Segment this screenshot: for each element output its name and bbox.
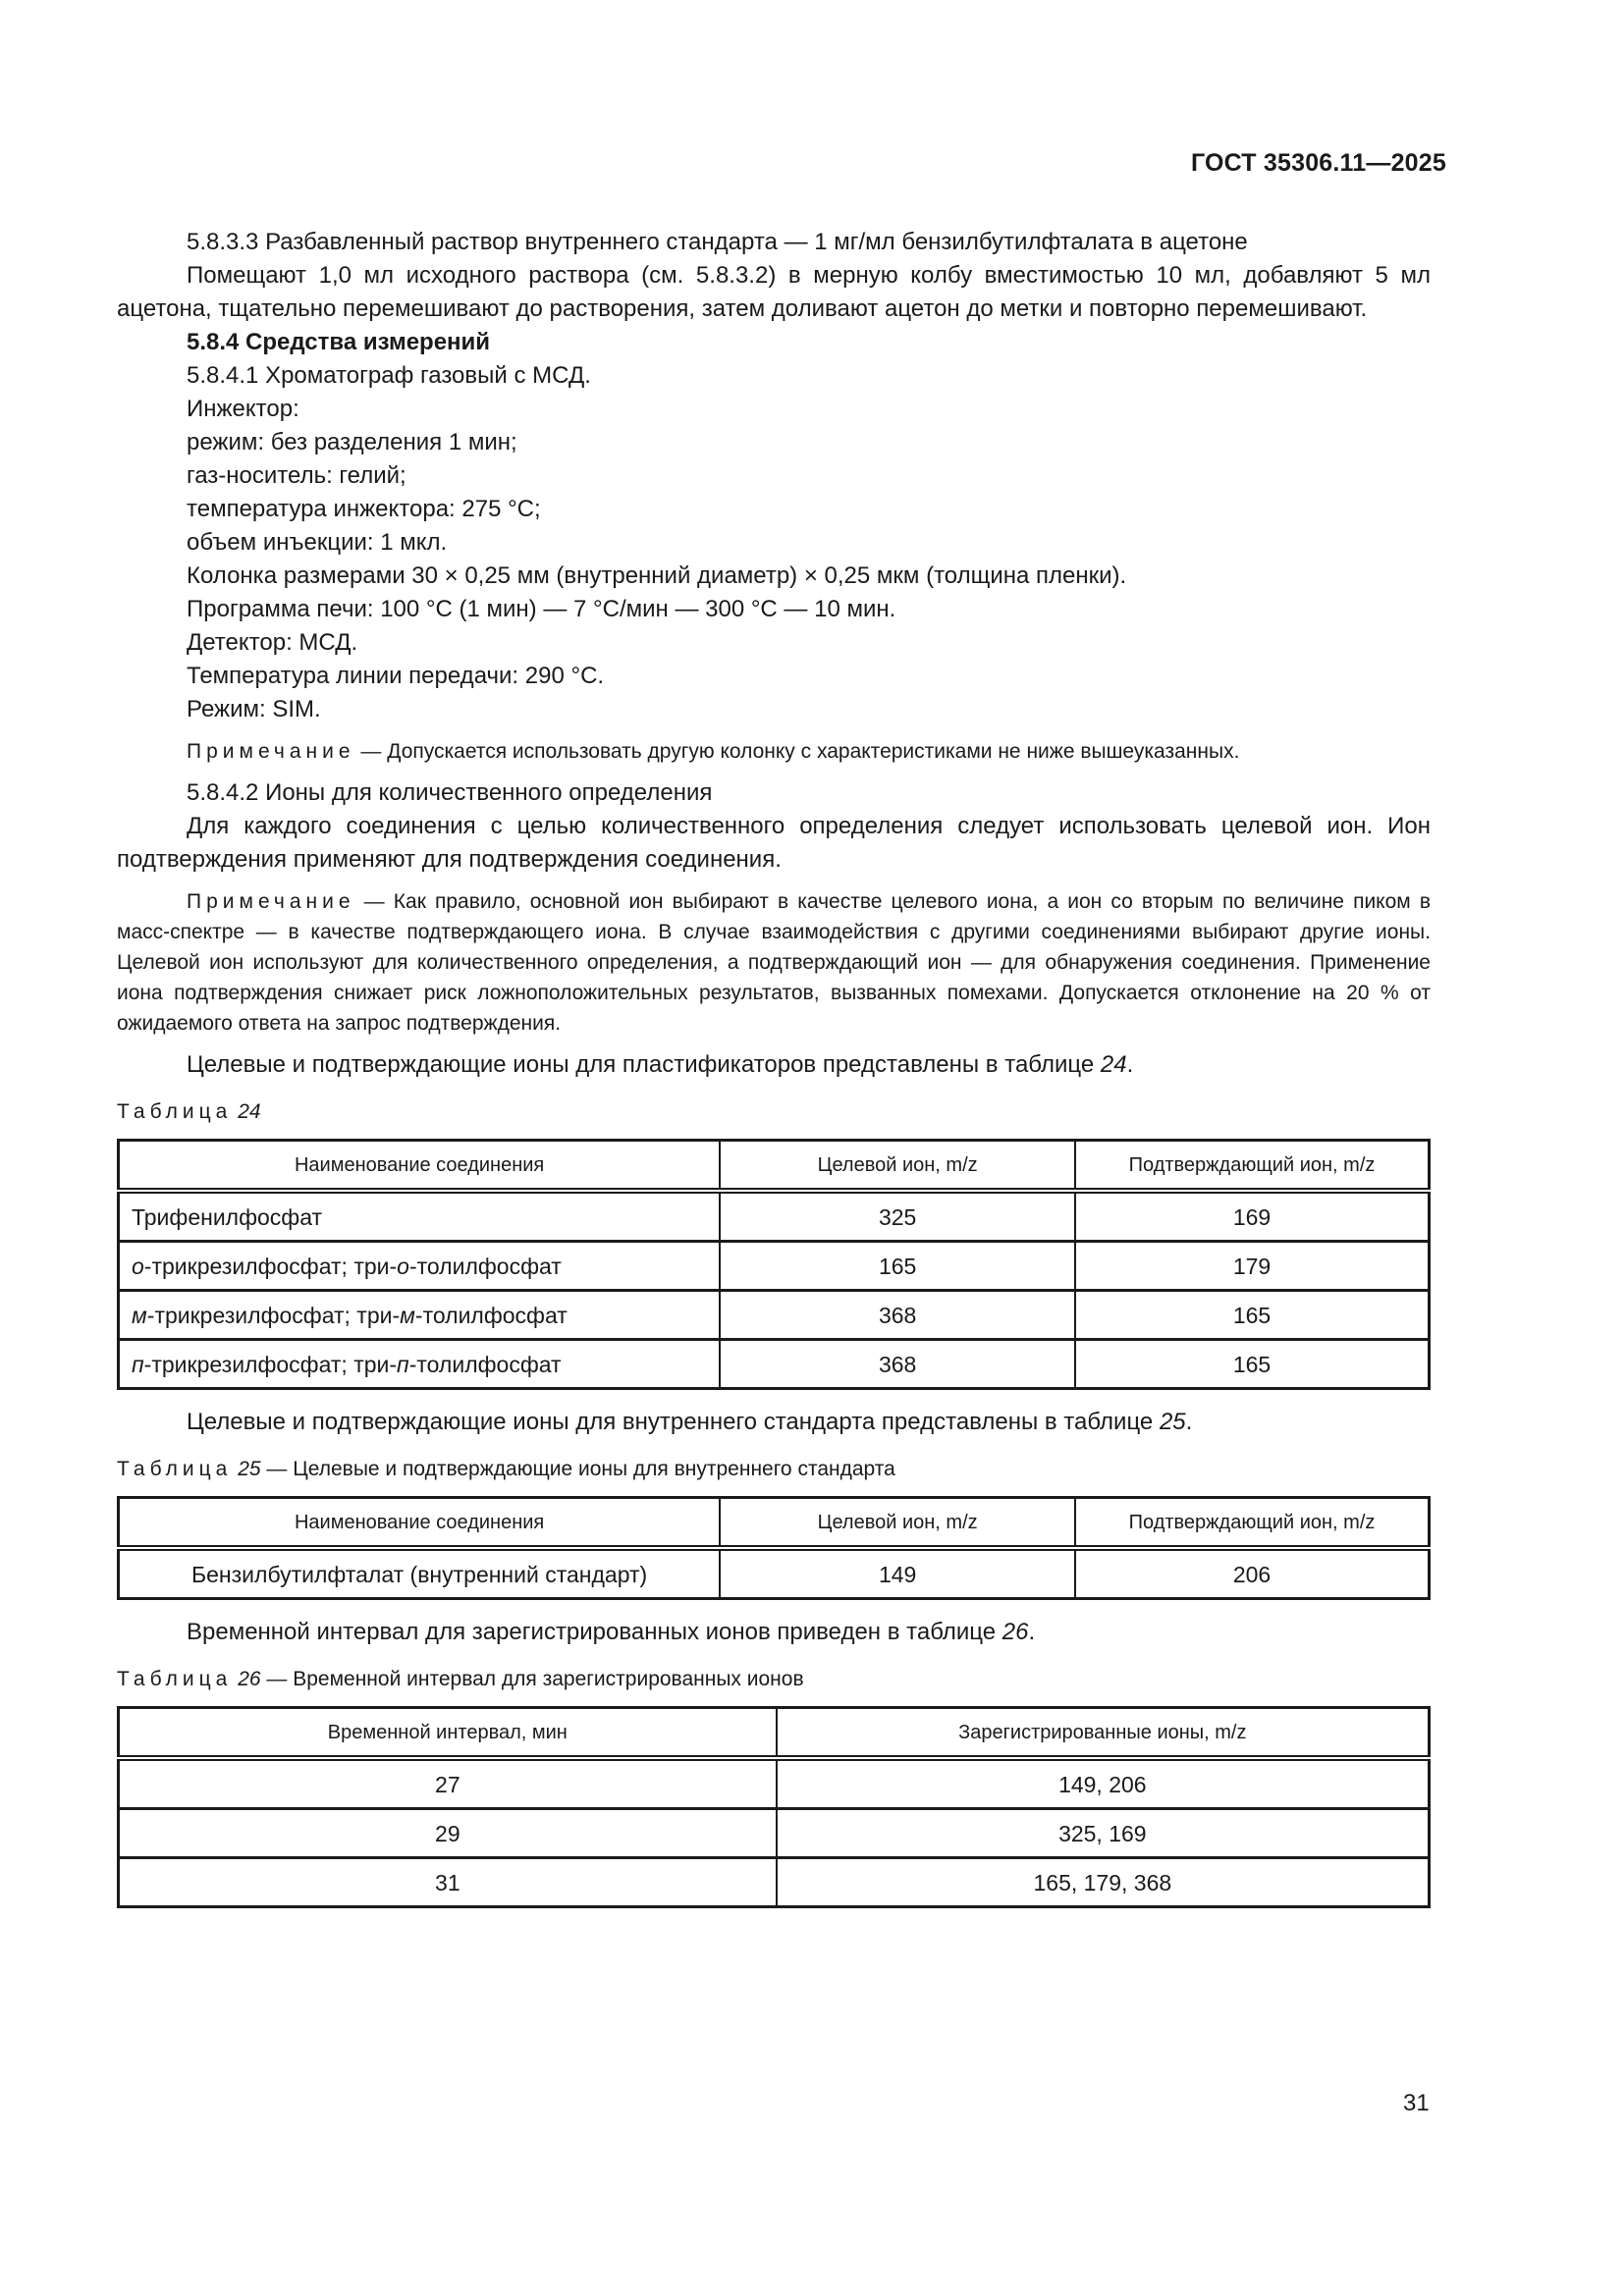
note-text: — Как правило, основной ион выбирают в качестве целевого иона, а ион со вторым по величине пиком в масс-спектре — в качестве подтверждающего иона. В случае взаимодействия с другими соединениями выбирают другие ионы. Целевой ион используют для количественного определения, а подтверждающий ион — для обнаружения соединения. Применение иона подтверждения снижает риск ложноположительных результатов, вызванных помехами. Допускается отклонение на 20 % от ожидаемого ответа на запрос подтверждения. [117, 890, 1431, 1035]
table-26-reference: Временной интервал для зарегистрированных ионов приведен в таблице 26. [187, 1619, 1036, 1645]
column-header: Наименование соединения [119, 1141, 721, 1192]
document-code: ГОСТ 35306.11—2025 [1190, 149, 1446, 177]
spec-line: газ-носитель: гелий; [187, 462, 406, 489]
table-row [119, 1809, 1430, 1858]
section-5-8-4-2-body: Для каждого соединения с целью количественного определения следует использовать целевой ион. Ион подтверждения применяют для подтверждения соединения. [117, 813, 1431, 873]
section-5-8-4-title: 5.8.4 Средства измерений [187, 329, 491, 355]
section-5-8-4-1-title: 5.8.4.1 Хроматограф газовый с МСД. [187, 362, 591, 389]
time-interval: 29 [119, 1809, 777, 1858]
confirm-ion: 165 [1075, 1340, 1429, 1389]
section-5-8-3-3-body: Помещают 1,0 мл исходного раствора (см. 5.8.3.2) в мерную колбу вместимостью 10 мл, добавляют 5 мл ацетона, тщательно перемешивают до растворения, затем доливают ацетон до метки и повторно перемешивают. [117, 262, 1431, 322]
table-25 [117, 1496, 1431, 1600]
page-number: 31 [1403, 2090, 1430, 2116]
compound-name: п-трикрезилфосфат; три-п-толилфосфат [119, 1340, 721, 1389]
target-ion: 149 [720, 1548, 1075, 1599]
time-interval: 31 [119, 1858, 777, 1907]
table-row [119, 1858, 1430, 1907]
column-header: Целевой ион, m/z [720, 1498, 1075, 1549]
target-ion: 368 [720, 1340, 1075, 1389]
column-header: Подтверждающий ион, m/z [1075, 1141, 1429, 1192]
spec-line: Колонка размерами 30 × 0,25 мм (внутренний диаметр) × 0,25 мкм (толщина пленки). [187, 562, 1127, 589]
column-header: Зарегистрированные ионы, m/z [777, 1708, 1430, 1759]
page-content [117, 226, 1431, 1908]
note-label: Примечание [187, 890, 355, 913]
note-text: — Допускается использовать другую колонку с характеристиками не ниже вышеуказанных. [354, 740, 1240, 763]
target-ion: 165 [720, 1242, 1075, 1291]
confirm-ion: 165 [1075, 1291, 1429, 1340]
table-row [119, 1242, 1430, 1291]
confirm-ion: 179 [1075, 1242, 1429, 1291]
spec-line: Детектор: МСД. [187, 629, 358, 656]
table-24-reference: Целевые и подтверждающие ионы для пластификаторов представлены в таблице 24. [187, 1051, 1134, 1078]
table-header-row [119, 1498, 1430, 1549]
table-row [119, 1340, 1430, 1389]
compound-name: Бензилбутилфталат (внутренний стандарт) [119, 1548, 721, 1599]
table-ref-number: 24 [1100, 1051, 1127, 1078]
table-row [119, 1548, 1430, 1599]
spec-line: температура инжектора: 275 °С; [187, 496, 541, 522]
spec-line: Программа печи: 100 °С (1 мин) — 7 °С/мин — 300 °С — 10 мин. [187, 596, 896, 622]
spec-line: Режим: SIM. [187, 696, 321, 722]
column-header: Подтверждающий ион, m/z [1075, 1498, 1429, 1549]
spec-line: режим: без разделения 1 мин; [187, 429, 517, 455]
table-ref-number: 25 [1159, 1409, 1186, 1435]
spec-line: Температура линии передачи: 290 °С. [187, 663, 605, 689]
compound-name: Трифенилфосфат [119, 1191, 721, 1242]
registered-ions: 149, 206 [777, 1758, 1430, 1809]
table-ref-number: 26 [1001, 1619, 1029, 1645]
time-interval: 27 [119, 1758, 777, 1809]
table-26-caption: Таблица 26 — Временной интервал для зарегистрированных ионов [117, 1668, 804, 1690]
registered-ions: 325, 169 [777, 1809, 1430, 1858]
spec-line: Инжектор: [187, 396, 299, 422]
spec-line: объем инъекции: 1 мкл. [187, 529, 448, 556]
table-header-row [119, 1708, 1430, 1759]
registered-ions: 165, 179, 368 [777, 1858, 1430, 1907]
confirm-ion: 206 [1075, 1548, 1429, 1599]
column-header: Наименование соединения [119, 1498, 721, 1549]
compound-name: м-трикрезилфосфат; три-м-толилфосфат [119, 1291, 721, 1340]
column-header: Целевой ион, m/z [720, 1141, 1075, 1192]
column-header: Временной интервал, мин [119, 1708, 777, 1759]
table-25-caption: Таблица 25 — Целевые и подтверждающие ионы для внутреннего стандарта [117, 1458, 895, 1480]
note-2 [117, 886, 1431, 1039]
table-row [119, 1191, 1430, 1242]
table-row [119, 1758, 1430, 1809]
table-row [119, 1291, 1430, 1340]
table-26 [117, 1706, 1431, 1908]
table-24-caption: Таблица 24 [117, 1100, 261, 1123]
section-5-8-4-2-title: 5.8.4.2 Ионы для количественного определения [187, 779, 713, 806]
target-ion: 325 [720, 1191, 1075, 1242]
confirm-ion: 169 [1075, 1191, 1429, 1242]
table-25-reference: Целевые и подтверждающие ионы для внутреннего стандарта представлены в таблице 25. [187, 1409, 1193, 1435]
target-ion: 368 [720, 1291, 1075, 1340]
table-header-row [119, 1141, 1430, 1192]
compound-name: о-трикрезилфосфат; три-о-толилфосфат [119, 1242, 721, 1291]
section-5-8-3-3-title: 5.8.3.3 Разбавленный раствор внутреннего стандарта — 1 мг/мл бензилбутилфталата в ацетоне [187, 229, 1248, 255]
note-label: Примечание [187, 740, 355, 763]
note-1 [117, 736, 1431, 767]
table-24 [117, 1139, 1431, 1390]
